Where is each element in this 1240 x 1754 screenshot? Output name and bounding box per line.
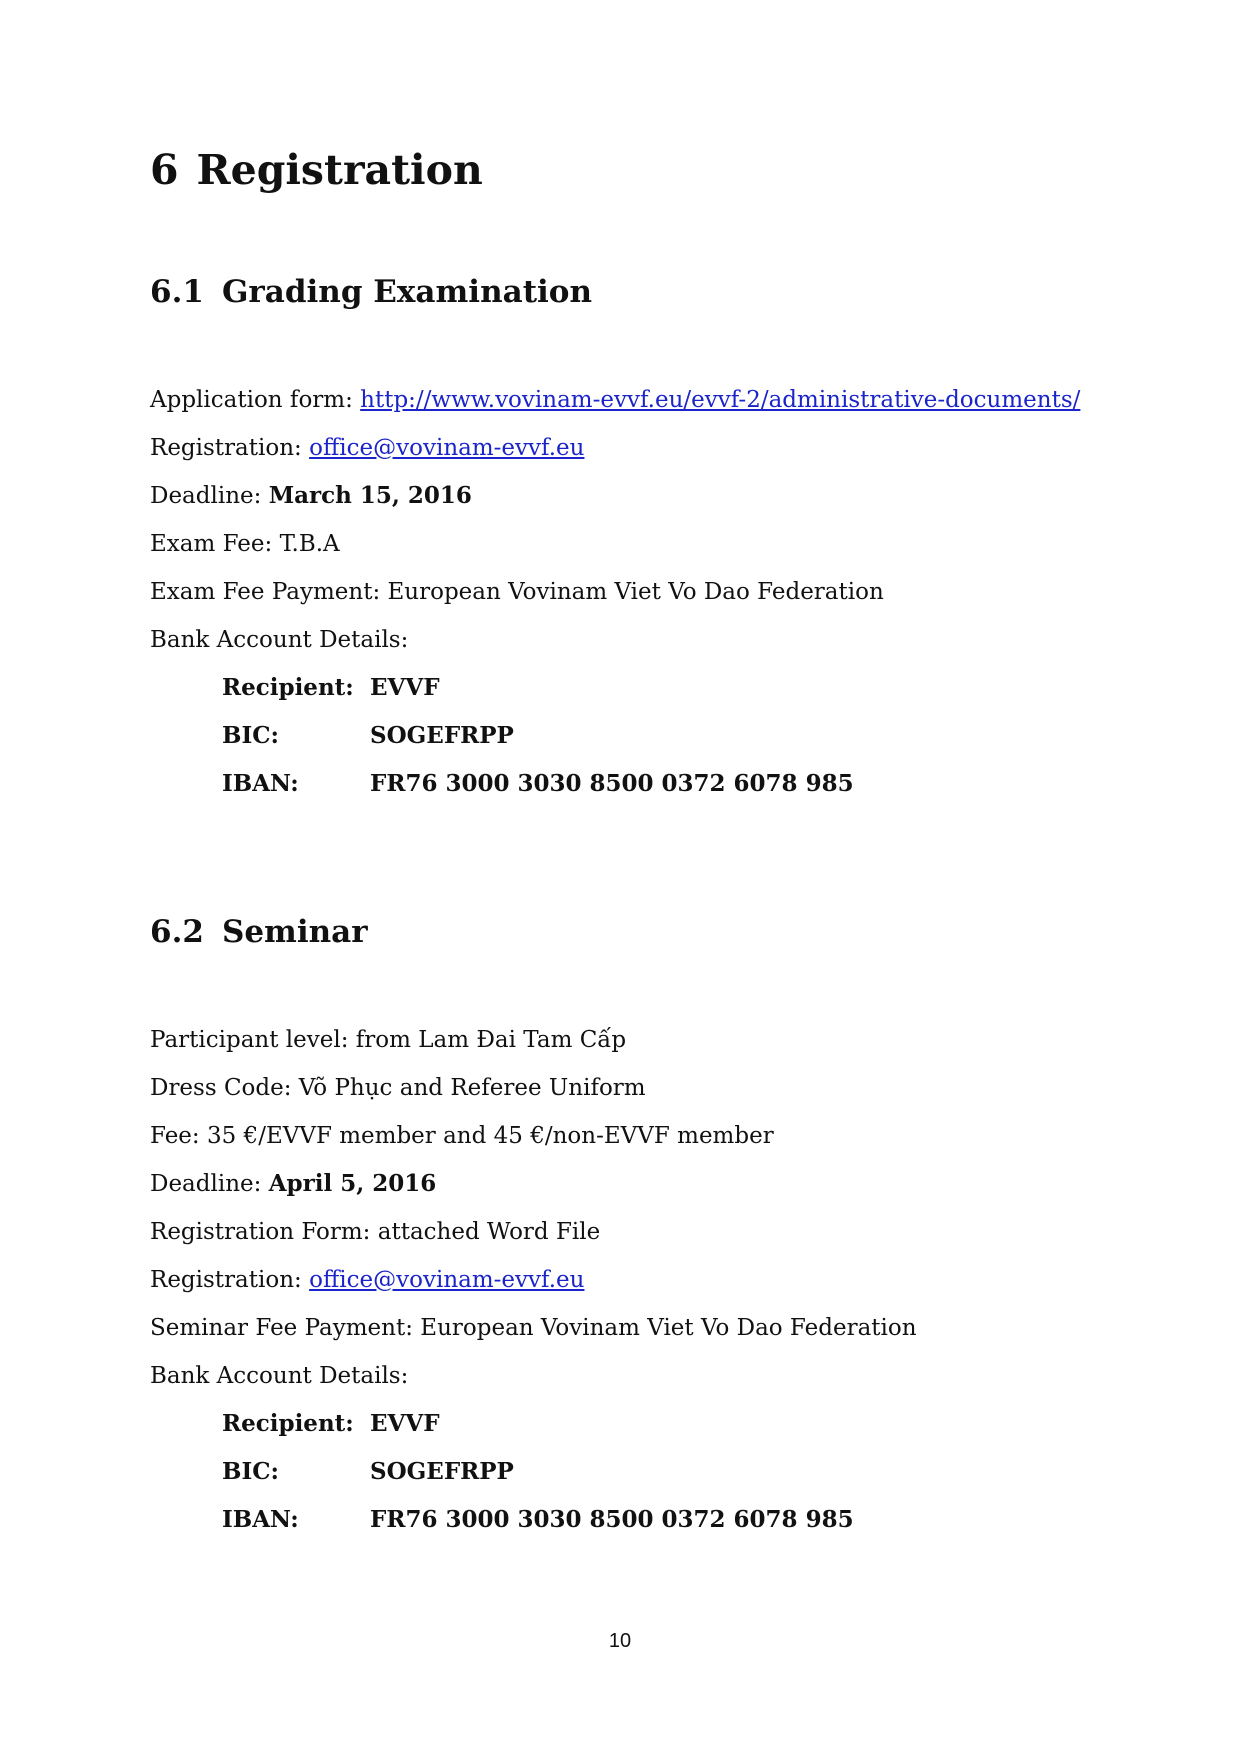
seminar-section-heading xyxy=(150,914,368,950)
bank-key: BIC: xyxy=(222,722,279,749)
seminar-deadline-line xyxy=(150,1169,436,1199)
registration-email-link[interactable]: office@vovinam-evvf.eu xyxy=(309,1267,585,1293)
grading-deadline-line xyxy=(150,481,472,511)
seminar-participant-line: Participant level: from Lam Đai Tam Cấp xyxy=(150,1027,627,1053)
bank-value: FR76 3000 3030 8500 0372 6078 985 xyxy=(370,1506,854,1533)
bank-value: EVVF xyxy=(370,674,440,701)
bank-key: IBAN: xyxy=(222,1506,299,1533)
grading-registration-line xyxy=(150,433,584,463)
page-number: 10 xyxy=(608,1630,632,1652)
grading-section-heading xyxy=(150,274,592,310)
grading-bank-label: Bank Account Details: xyxy=(150,627,409,653)
grading-application-line xyxy=(150,385,1080,415)
chapter-number: 6 xyxy=(150,146,179,194)
bank-key: BIC: xyxy=(222,1458,279,1485)
grading-section-number: 6.1 xyxy=(150,274,204,310)
grading-payment-line: Exam Fee Payment: European Vovinam Viet Vo Dao Federation xyxy=(150,579,884,605)
bank-value: EVVF xyxy=(370,1410,440,1437)
grading-bank-bic-row xyxy=(222,721,514,751)
seminar-bank-iban-row xyxy=(222,1505,854,1535)
bank-key: IBAN: xyxy=(222,770,299,797)
seminar-registration-line xyxy=(150,1265,584,1295)
bank-value: SOGEFRPP xyxy=(370,722,514,749)
registration-label: Registration: xyxy=(150,435,310,461)
seminar-section-title: Seminar xyxy=(221,914,368,950)
chapter-title: Registration xyxy=(196,146,483,194)
seminar-dress-code-line: Dress Code: Võ Phục and Referee Uniform xyxy=(150,1075,646,1101)
deadline-label: Deadline: xyxy=(150,1171,269,1197)
deadline-label: Deadline: xyxy=(150,483,269,509)
application-form-link[interactable]: http://www.vovinam-evvf.eu/evvf-2/administrative-documents/ xyxy=(360,387,1081,413)
bank-value: FR76 3000 3030 8500 0372 6078 985 xyxy=(370,770,854,797)
grading-bank-iban-row xyxy=(222,769,854,799)
seminar-fee-line: Fee: 35 €/EVVF member and 45 €/non-EVVF member xyxy=(150,1123,774,1149)
seminar-bank-label: Bank Account Details: xyxy=(150,1363,409,1389)
registration-label: Registration: xyxy=(150,1267,310,1293)
seminar-bank-recipient-row xyxy=(222,1409,440,1439)
grading-exam-fee-line: Exam Fee: T.B.A xyxy=(150,531,340,557)
seminar-bank-bic-row xyxy=(222,1457,514,1487)
registration-email-link[interactable]: office@vovinam-evvf.eu xyxy=(309,435,585,461)
grading-bank-recipient-row xyxy=(222,673,440,703)
application-label: Application form: xyxy=(150,387,361,413)
seminar-payment-line: Seminar Fee Payment: European Vovinam Viet Vo Dao Federation xyxy=(150,1315,917,1341)
bank-key: Recipient: xyxy=(222,1410,354,1437)
bank-key: Recipient: xyxy=(222,674,354,701)
deadline-value: March 15, 2016 xyxy=(268,482,472,509)
bank-value: SOGEFRPP xyxy=(370,1458,514,1485)
seminar-form-line: Registration Form: attached Word File xyxy=(150,1219,601,1245)
deadline-value: April 5, 2016 xyxy=(268,1170,437,1197)
chapter-heading xyxy=(150,146,483,194)
seminar-section-number: 6.2 xyxy=(150,914,204,950)
grading-section-title: Grading Examination xyxy=(221,274,592,310)
